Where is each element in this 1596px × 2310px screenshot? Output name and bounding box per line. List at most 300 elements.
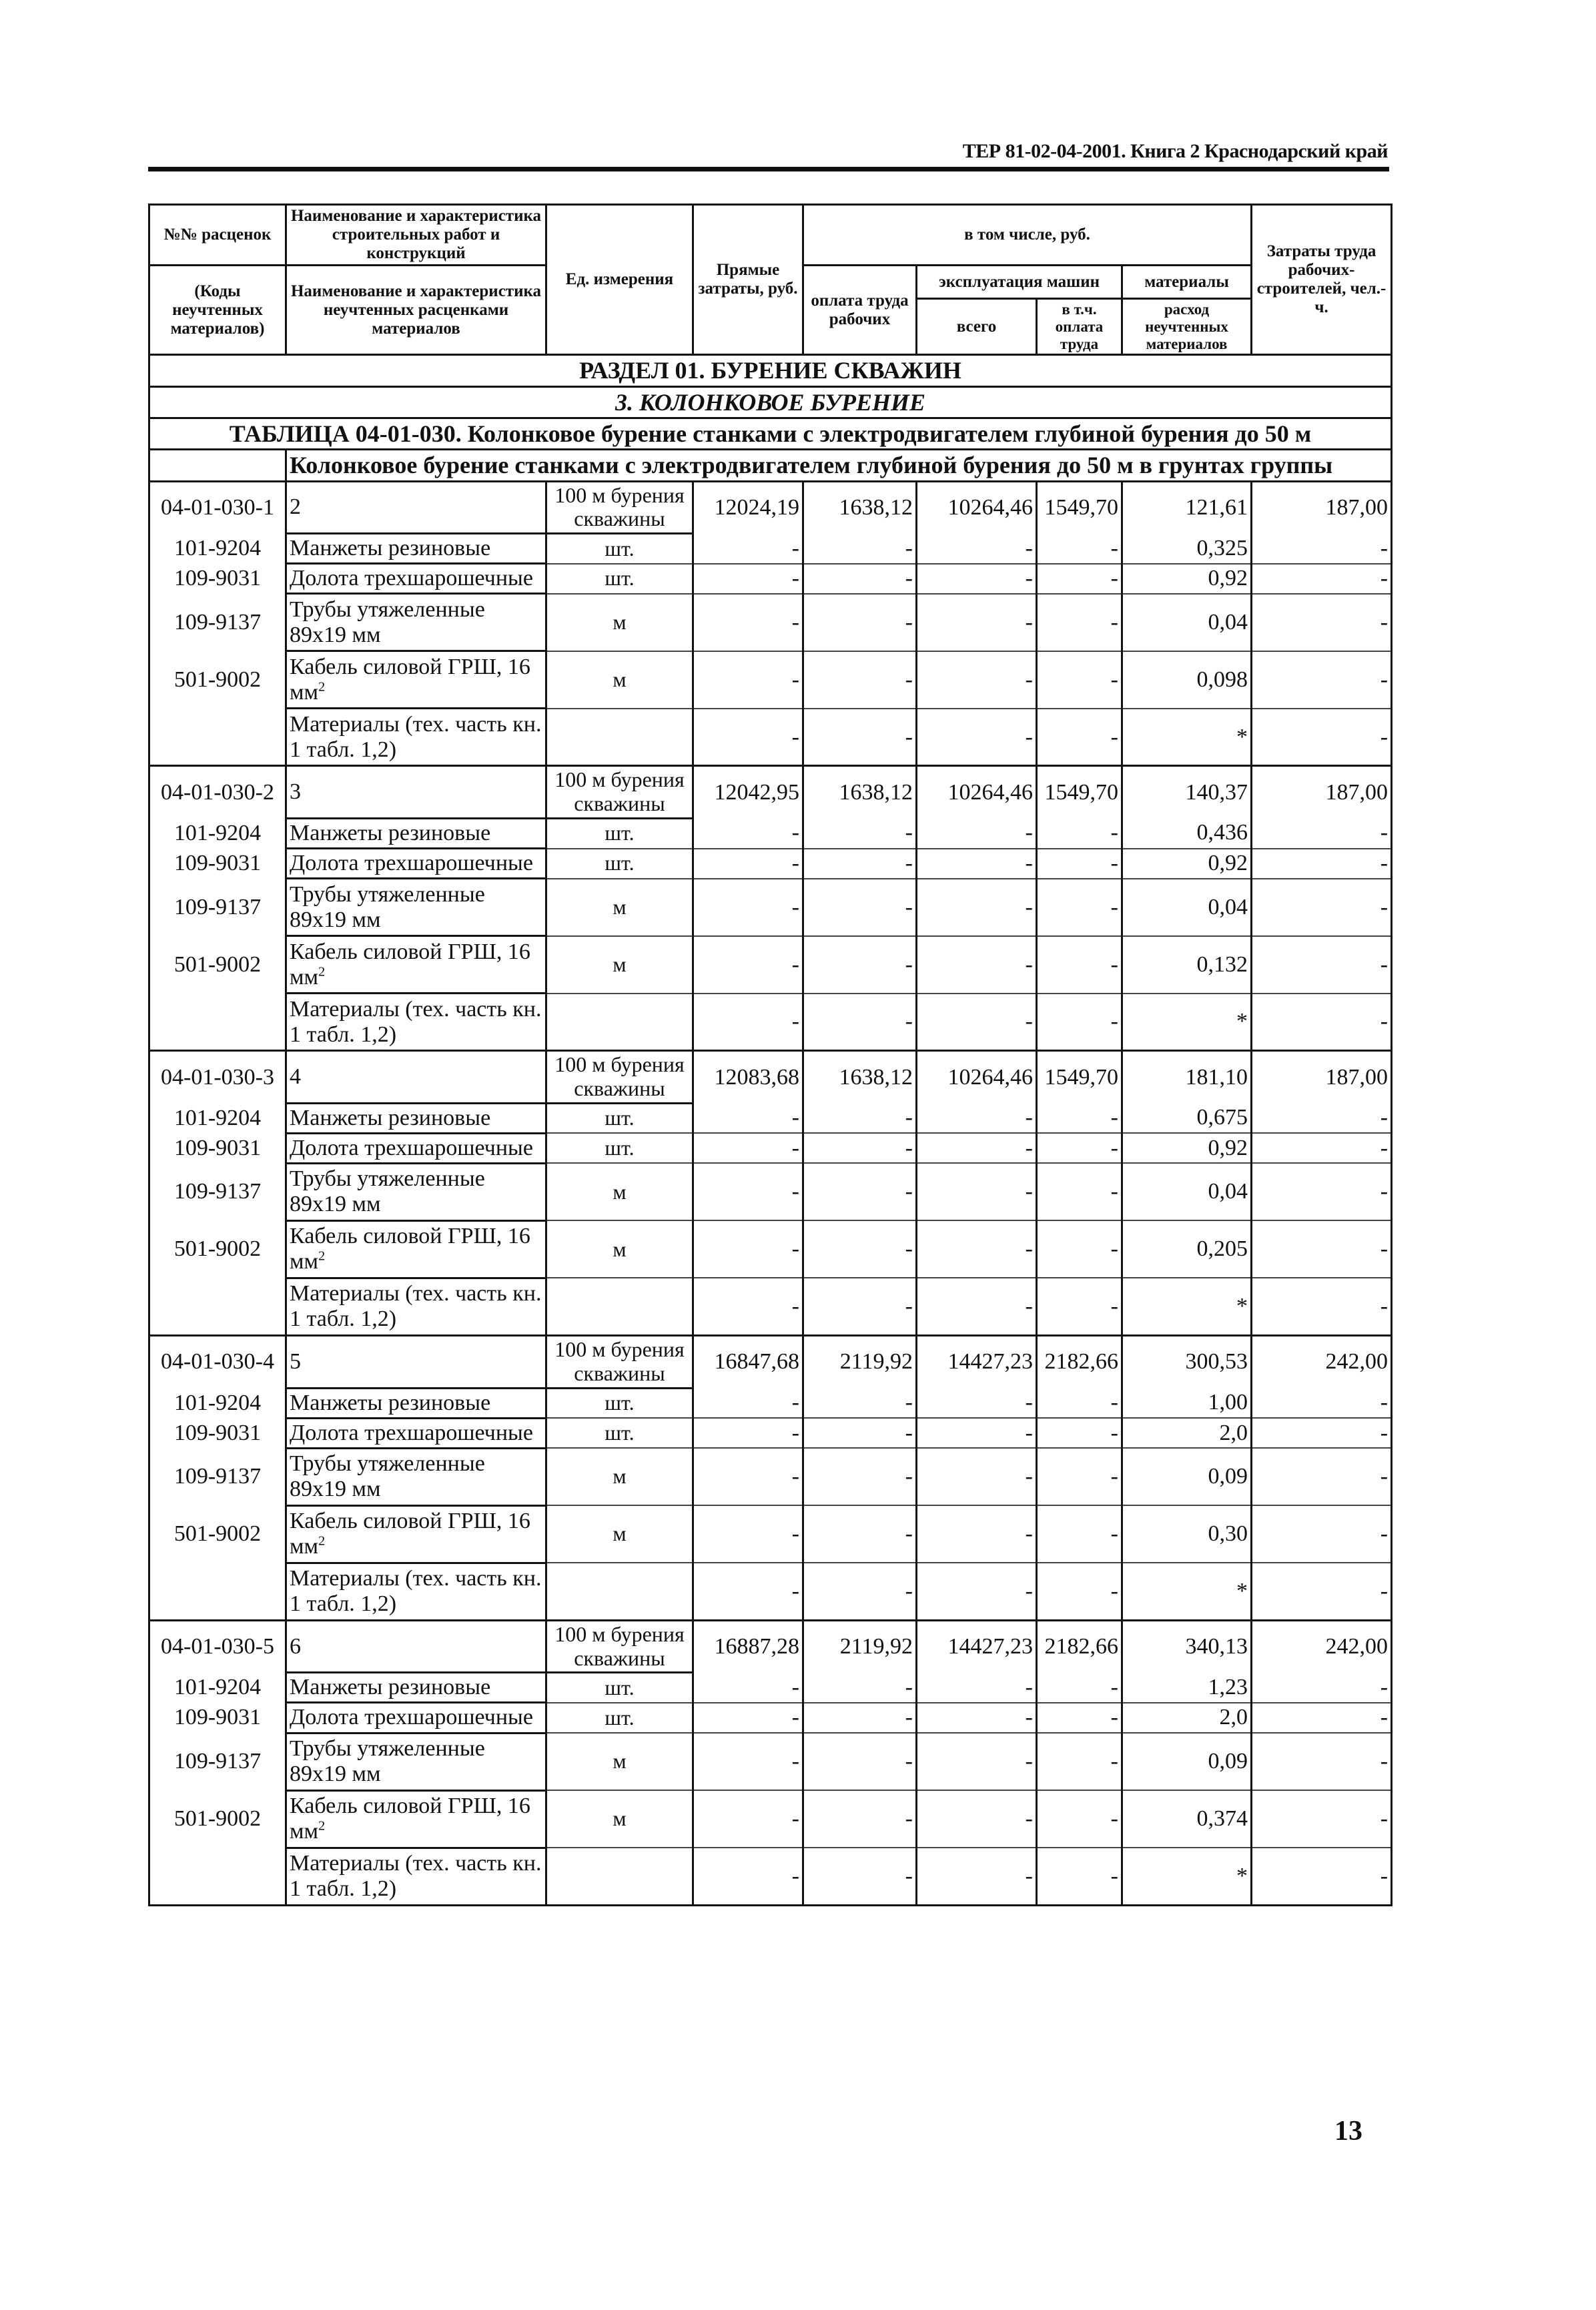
material-row xyxy=(149,1733,1392,1790)
materials-note: Материалы (тех. часть кн. 1 табл. 1,2) xyxy=(286,1278,546,1335)
empty-machines-labor: - xyxy=(1037,564,1122,594)
labor-pay: 1638,12 xyxy=(803,766,917,819)
material-unit: м xyxy=(546,936,693,994)
material-name: Трубы утяжеленные 89х19 мм xyxy=(286,594,546,651)
material-name: Трубы утяжеленные 89х19 мм xyxy=(286,879,546,936)
material-name: Манжеты резиновые xyxy=(286,1103,546,1133)
empty-direct: - xyxy=(693,1703,803,1733)
material-code: 101-9204 xyxy=(149,534,286,564)
material-name: Долота трехшарошечные xyxy=(286,1418,546,1448)
material-row xyxy=(149,936,1392,994)
empty-code xyxy=(149,1278,286,1335)
empty-labor: - xyxy=(803,651,917,709)
rate-code: 04-01-030-2 xyxy=(149,766,286,819)
machines-labor: 1549,70 xyxy=(1037,766,1122,819)
empty-machines: - xyxy=(917,594,1037,651)
rate-code: 04-01-030-5 xyxy=(149,1620,286,1673)
material-unit: м xyxy=(546,1505,693,1563)
empty-direct: - xyxy=(693,879,803,936)
header-rule xyxy=(148,167,1389,171)
empty-direct: - xyxy=(693,1388,803,1418)
superscript-two: 2 xyxy=(318,964,326,980)
empty-labor: - xyxy=(803,1733,917,1790)
empty-hours: - xyxy=(1252,1133,1392,1163)
table-title: ТАБЛИЦА 04-01-030. Колонковое бурение станками с электродвигателем глубиной бурения до 50 м xyxy=(149,418,1392,449)
material-name: Трубы утяжеленные 89х19 мм xyxy=(286,1733,546,1790)
col-machines-total-header: всего xyxy=(917,299,1037,355)
empty-machines-labor: - xyxy=(1037,1163,1122,1220)
material-name: Долота трехшарошечные xyxy=(286,1703,546,1733)
empty-hours: - xyxy=(1252,534,1392,564)
material-name: Манжеты резиновые xyxy=(286,534,546,564)
price-table xyxy=(148,204,1392,1906)
material-code: 109-9137 xyxy=(149,1448,286,1505)
material-consumption: 0,92 xyxy=(1122,1133,1252,1163)
unit-cell: 100 м бурения скважины xyxy=(546,766,693,819)
machines-labor: 2182,66 xyxy=(1037,1335,1122,1388)
empty-hours: - xyxy=(1252,1388,1392,1418)
empty-machines-labor: - xyxy=(1037,879,1122,936)
empty-labor: - xyxy=(803,879,917,936)
material-unit: шт. xyxy=(546,1703,693,1733)
empty-hours: - xyxy=(1252,849,1392,879)
empty-machines: - xyxy=(917,1278,1037,1335)
material-code: 109-9137 xyxy=(149,879,286,936)
material-row xyxy=(149,1388,1392,1418)
table-body xyxy=(149,481,1392,1905)
empty-direct: - xyxy=(693,1673,803,1703)
empty-direct: - xyxy=(693,818,803,848)
empty-machines-labor: - xyxy=(1037,1388,1122,1418)
empty-unit xyxy=(546,709,693,766)
soil-group: 4 xyxy=(286,1051,546,1104)
machines-labor: 2182,66 xyxy=(1037,1620,1122,1673)
material-row xyxy=(149,1703,1392,1733)
empty-labor: - xyxy=(803,936,917,994)
material-unit: шт. xyxy=(546,818,693,848)
empty-hours: - xyxy=(1252,1418,1392,1448)
rate-code: 04-01-030-4 xyxy=(149,1335,286,1388)
asterisk-mark: * xyxy=(1122,994,1252,1051)
empty-code xyxy=(149,1563,286,1620)
empty-direct: - xyxy=(693,1103,803,1133)
material-consumption: 0,92 xyxy=(1122,849,1252,879)
material-unit: м xyxy=(546,1790,693,1848)
material-consumption: 1,23 xyxy=(1122,1673,1252,1703)
col-direct-header: Прямые затраты, руб. xyxy=(693,205,803,355)
empty-direct: - xyxy=(693,564,803,594)
empty-machines-labor: - xyxy=(1037,1733,1122,1790)
empty-labor: - xyxy=(803,709,917,766)
material-row xyxy=(149,1220,1392,1278)
machines-labor: 1549,70 xyxy=(1037,481,1122,534)
empty-hours: - xyxy=(1252,1278,1392,1335)
empty-labor: - xyxy=(803,1563,917,1620)
empty-machines: - xyxy=(917,936,1037,994)
material-name: Кабель силовой ГРШ, 16 $мм^2$ xyxy=(286,1790,546,1848)
subsection-title: 3. КОЛОНКОВОЕ БУРЕНИЕ xyxy=(149,386,1392,418)
material-unit: м xyxy=(546,594,693,651)
empty-machines-labor: - xyxy=(1037,849,1122,879)
empty-direct: - xyxy=(693,1733,803,1790)
material-name: Долота трехшарошечные xyxy=(286,849,546,879)
empty-machines: - xyxy=(917,1790,1037,1848)
empty-direct: - xyxy=(693,1505,803,1563)
material-row xyxy=(149,1418,1392,1448)
material-code: 101-9204 xyxy=(149,818,286,848)
labor-hours: 187,00 xyxy=(1252,766,1392,819)
machines-total: 10264,46 xyxy=(917,1051,1037,1104)
empty-machines-labor: - xyxy=(1037,1133,1122,1163)
material-row xyxy=(149,1133,1392,1163)
empty-machines: - xyxy=(917,1563,1037,1620)
empty-machines-labor: - xyxy=(1037,1103,1122,1133)
empty-machines-labor: - xyxy=(1037,1448,1122,1505)
superscript-two: 2 xyxy=(318,679,326,695)
empty-direct: - xyxy=(693,1848,803,1905)
soil-group: 5 xyxy=(286,1335,546,1388)
empty-labor: - xyxy=(803,594,917,651)
material-row xyxy=(149,1673,1392,1703)
empty-direct: - xyxy=(693,1448,803,1505)
empty-machines-labor: - xyxy=(1037,818,1122,848)
empty-machines: - xyxy=(917,879,1037,936)
empty-machines: - xyxy=(917,651,1037,709)
material-unit: м xyxy=(546,1733,693,1790)
col-name-subheader: Наименование и характеристика неучтенных расценками материалов xyxy=(286,266,546,355)
empty-hours: - xyxy=(1252,936,1392,994)
material-name: Кабель силовой ГРШ, 16 $мм^2$ xyxy=(286,936,546,994)
empty-direct: - xyxy=(693,1563,803,1620)
materials-cost: 121,61 xyxy=(1122,481,1252,534)
empty-labor: - xyxy=(803,1418,917,1448)
empty-hours: - xyxy=(1252,1103,1392,1133)
empty-direct: - xyxy=(693,594,803,651)
material-unit: шт. xyxy=(546,1103,693,1133)
empty-direct: - xyxy=(693,1790,803,1848)
material-name: Долота трехшарошечные xyxy=(286,1133,546,1163)
empty-machines-labor: - xyxy=(1037,1673,1122,1703)
material-name: Кабель силовой ГРШ, 16 $мм^2$ xyxy=(286,1505,546,1563)
empty-hours: - xyxy=(1252,1673,1392,1703)
material-unit: м xyxy=(546,651,693,709)
table-subtitle: Колонковое бурение станками с электродвигателем глубиной бурения до 50 м в грунтах группы xyxy=(286,450,1392,481)
empty-labor: - xyxy=(803,1163,917,1220)
col-labor-header: оплата труда рабочих xyxy=(803,266,917,355)
material-consumption: 0,205 xyxy=(1122,1220,1252,1278)
asterisk-mark: * xyxy=(1122,1848,1252,1905)
material-unit: м xyxy=(546,1448,693,1505)
empty-unit xyxy=(546,1278,693,1335)
material-code: 109-9031 xyxy=(149,1133,286,1163)
unit-cell: 100 м бурения скважины xyxy=(546,481,693,534)
labor-pay: 2119,92 xyxy=(803,1335,917,1388)
empty-hours: - xyxy=(1252,818,1392,848)
empty-labor: - xyxy=(803,534,917,564)
empty-labor: - xyxy=(803,849,917,879)
empty-labor: - xyxy=(803,1103,917,1133)
material-code: 109-9031 xyxy=(149,564,286,594)
material-code: 109-9031 xyxy=(149,1418,286,1448)
empty-hours: - xyxy=(1252,564,1392,594)
materials-note: Материалы (тех. часть кн. 1 табл. 1,2) xyxy=(286,994,546,1051)
col-machines-header: эксплуатация машин xyxy=(917,266,1122,299)
empty-labor: - xyxy=(803,1703,917,1733)
empty-machines-labor: - xyxy=(1037,1848,1122,1905)
soil-group: 6 xyxy=(286,1620,546,1673)
material-unit: шт. xyxy=(546,564,693,594)
material-name: Манжеты резиновые xyxy=(286,1388,546,1418)
empty-machines-labor: - xyxy=(1037,651,1122,709)
empty-machines-labor: - xyxy=(1037,1505,1122,1563)
empty-machines-labor: - xyxy=(1037,1220,1122,1278)
material-consumption: 0,30 xyxy=(1122,1505,1252,1563)
materials-note-row xyxy=(149,1278,1392,1335)
asterisk-mark: * xyxy=(1122,1563,1252,1620)
empty-labor: - xyxy=(803,1790,917,1848)
empty-machines-labor: - xyxy=(1037,1418,1122,1448)
unit-cell: 100 м бурения скважины xyxy=(546,1051,693,1104)
empty-machines: - xyxy=(917,849,1037,879)
empty-direct: - xyxy=(693,994,803,1051)
materials-note-row xyxy=(149,1563,1392,1620)
materials-cost: 300,53 xyxy=(1122,1335,1252,1388)
superscript-two: 2 xyxy=(318,1249,326,1264)
table-row xyxy=(149,481,1392,534)
empty-labor: - xyxy=(803,1278,917,1335)
material-row xyxy=(149,1103,1392,1133)
col-name-header: Наименование и характеристика строительных работ и конструкций xyxy=(286,205,546,266)
material-consumption: 0,098 xyxy=(1122,651,1252,709)
material-code: 109-9137 xyxy=(149,594,286,651)
direct-cost: 16847,68 xyxy=(693,1335,803,1388)
col-machines-labor-header: в т.ч. оплата труда xyxy=(1037,299,1122,355)
materials-note: Материалы (тех. часть кн. 1 табл. 1,2) xyxy=(286,709,546,766)
material-code: 501-9002 xyxy=(149,936,286,994)
direct-cost: 12042,95 xyxy=(693,766,803,819)
material-consumption: 2,0 xyxy=(1122,1703,1252,1733)
material-code: 501-9002 xyxy=(149,1505,286,1563)
material-code: 101-9204 xyxy=(149,1388,286,1418)
table-row xyxy=(149,1620,1392,1673)
material-consumption: 0,325 xyxy=(1122,534,1252,564)
material-consumption: 0,374 xyxy=(1122,1790,1252,1848)
direct-cost: 16887,28 xyxy=(693,1620,803,1673)
col-incl-header: в том числе, руб. xyxy=(803,205,1252,266)
empty-hours: - xyxy=(1252,651,1392,709)
unit-cell: 100 м бурения скважины xyxy=(546,1620,693,1673)
empty-direct: - xyxy=(693,849,803,879)
empty-machines: - xyxy=(917,818,1037,848)
material-row xyxy=(149,1163,1392,1220)
empty-machines-labor: - xyxy=(1037,534,1122,564)
empty-labor: - xyxy=(803,1133,917,1163)
material-consumption: 2,0 xyxy=(1122,1418,1252,1448)
empty-machines: - xyxy=(917,1733,1037,1790)
empty-machines: - xyxy=(917,1220,1037,1278)
material-name: Кабель силовой ГРШ, 16 $мм^2$ xyxy=(286,651,546,709)
empty-direct: - xyxy=(693,1133,803,1163)
empty-machines-labor: - xyxy=(1037,709,1122,766)
empty-labor: - xyxy=(803,1848,917,1905)
empty-machines: - xyxy=(917,1388,1037,1418)
material-unit: шт. xyxy=(546,1418,693,1448)
direct-cost: 12083,68 xyxy=(693,1051,803,1104)
material-code: 109-9137 xyxy=(149,1733,286,1790)
col-materials-header: материалы xyxy=(1122,266,1252,299)
empty-hours: - xyxy=(1252,1220,1392,1278)
empty-machines: - xyxy=(917,1505,1037,1563)
empty-hours: - xyxy=(1252,1790,1392,1848)
empty-code xyxy=(149,1848,286,1905)
empty-machines-labor: - xyxy=(1037,994,1122,1051)
soil-group: 3 xyxy=(286,766,546,819)
empty-code xyxy=(149,994,286,1051)
material-name: Долота трехшарошечные xyxy=(286,564,546,594)
asterisk-mark: * xyxy=(1122,709,1252,766)
empty-direct: - xyxy=(693,651,803,709)
table-row xyxy=(149,1051,1392,1104)
empty-machines-labor: - xyxy=(1037,936,1122,994)
materials-cost: 181,10 xyxy=(1122,1051,1252,1104)
empty-machines: - xyxy=(917,1673,1037,1703)
labor-hours: 242,00 xyxy=(1252,1335,1392,1388)
machines-total: 10264,46 xyxy=(917,766,1037,819)
material-unit: шт. xyxy=(546,849,693,879)
empty-unit xyxy=(546,1848,693,1905)
empty-machines-labor: - xyxy=(1037,1278,1122,1335)
material-consumption: 0,04 xyxy=(1122,1163,1252,1220)
empty-labor: - xyxy=(803,1220,917,1278)
empty-labor: - xyxy=(803,564,917,594)
material-consumption: 0,04 xyxy=(1122,879,1252,936)
material-row xyxy=(149,564,1392,594)
labor-pay: 1638,12 xyxy=(803,1051,917,1104)
empty-labor: - xyxy=(803,1448,917,1505)
empty-hours: - xyxy=(1252,994,1392,1051)
material-code: 501-9002 xyxy=(149,1790,286,1848)
empty-hours: - xyxy=(1252,594,1392,651)
empty-direct: - xyxy=(693,936,803,994)
empty-machines: - xyxy=(917,1418,1037,1448)
material-row xyxy=(149,818,1392,848)
empty-labor: - xyxy=(803,818,917,848)
empty-machines: - xyxy=(917,994,1037,1051)
empty-direct: - xyxy=(693,1220,803,1278)
empty-machines: - xyxy=(917,1163,1037,1220)
labor-hours: 187,00 xyxy=(1252,1051,1392,1104)
material-unit: шт. xyxy=(546,1133,693,1163)
empty-machines: - xyxy=(917,1448,1037,1505)
material-code: 109-9137 xyxy=(149,1163,286,1220)
empty-hours: - xyxy=(1252,1163,1392,1220)
material-row xyxy=(149,534,1392,564)
empty-hours: - xyxy=(1252,879,1392,936)
materials-note-row xyxy=(149,994,1392,1051)
superscript-two: 2 xyxy=(318,1818,326,1834)
empty-labor: - xyxy=(803,994,917,1051)
material-unit: шт. xyxy=(546,534,693,564)
material-name: Манжеты резиновые xyxy=(286,818,546,848)
machines-total: 14427,23 xyxy=(917,1335,1037,1388)
empty-hours: - xyxy=(1252,1848,1392,1905)
rate-code: 04-01-030-3 xyxy=(149,1051,286,1104)
machines-labor: 1549,70 xyxy=(1037,1051,1122,1104)
empty-direct: - xyxy=(693,534,803,564)
empty-hours: - xyxy=(1252,1703,1392,1733)
empty-direct: - xyxy=(693,1418,803,1448)
labor-hours: 242,00 xyxy=(1252,1620,1392,1673)
empty-hours: - xyxy=(1252,1505,1392,1563)
material-name: Трубы утяжеленные 89х19 мм xyxy=(286,1448,546,1505)
material-row xyxy=(149,1505,1392,1563)
material-code: 501-9002 xyxy=(149,651,286,709)
material-row xyxy=(149,879,1392,936)
material-consumption: 0,04 xyxy=(1122,594,1252,651)
table-row xyxy=(149,1335,1392,1388)
material-code: 501-9002 xyxy=(149,1220,286,1278)
table-row xyxy=(149,766,1392,819)
col-hours-header: Затраты труда рабочих-строителей, чел.-ч. xyxy=(1252,205,1392,355)
material-code: 109-9031 xyxy=(149,849,286,879)
materials-note: Материалы (тех. часть кн. 1 табл. 1,2) xyxy=(286,1848,546,1905)
empty-hours: - xyxy=(1252,709,1392,766)
empty-hours: - xyxy=(1252,1563,1392,1620)
material-consumption: 0,92 xyxy=(1122,564,1252,594)
empty-machines-labor: - xyxy=(1037,1790,1122,1848)
empty-hours: - xyxy=(1252,1733,1392,1790)
material-consumption: 0,436 xyxy=(1122,818,1252,848)
material-name: Кабель силовой ГРШ, 16 $мм^2$ xyxy=(286,1220,546,1278)
rate-code: 04-01-030-1 xyxy=(149,481,286,534)
materials-note-row xyxy=(149,709,1392,766)
empty-direct: - xyxy=(693,1163,803,1220)
superscript-two: 2 xyxy=(318,1533,326,1549)
material-consumption: 0,132 xyxy=(1122,936,1252,994)
col-unit-header: Ед. измерения xyxy=(546,205,693,355)
col-code-header: №№ расценок xyxy=(149,205,286,266)
empty-direct: - xyxy=(693,1278,803,1335)
material-row xyxy=(149,594,1392,651)
materials-note: Материалы (тех. часть кн. 1 табл. 1,2) xyxy=(286,1563,546,1620)
material-code: 101-9204 xyxy=(149,1103,286,1133)
material-unit: шт. xyxy=(546,1673,693,1703)
labor-hours: 187,00 xyxy=(1252,481,1392,534)
empty-machines-labor: - xyxy=(1037,1563,1122,1620)
empty-labor: - xyxy=(803,1505,917,1563)
material-consumption: 0,675 xyxy=(1122,1103,1252,1133)
material-consumption: 0,09 xyxy=(1122,1733,1252,1790)
empty-machines-labor: - xyxy=(1037,594,1122,651)
empty-labor: - xyxy=(803,1388,917,1418)
empty-machines: - xyxy=(917,1848,1037,1905)
direct-cost: 12024,19 xyxy=(693,481,803,534)
empty-machines: - xyxy=(917,534,1037,564)
empty-machines: - xyxy=(917,709,1037,766)
material-code: 101-9204 xyxy=(149,1673,286,1703)
empty-code xyxy=(149,709,286,766)
asterisk-mark: * xyxy=(1122,1278,1252,1335)
empty-labor: - xyxy=(803,1673,917,1703)
material-name: Манжеты резиновые xyxy=(286,1673,546,1703)
material-row xyxy=(149,651,1392,709)
material-unit: шт. xyxy=(546,1388,693,1418)
section-title: РАЗДЕЛ 01. БУРЕНИЕ СКВАЖИН xyxy=(149,355,1392,386)
empty-direct: - xyxy=(693,709,803,766)
empty-machines: - xyxy=(917,1133,1037,1163)
empty-hours: - xyxy=(1252,1448,1392,1505)
page-number: 13 xyxy=(1334,2116,1362,2147)
